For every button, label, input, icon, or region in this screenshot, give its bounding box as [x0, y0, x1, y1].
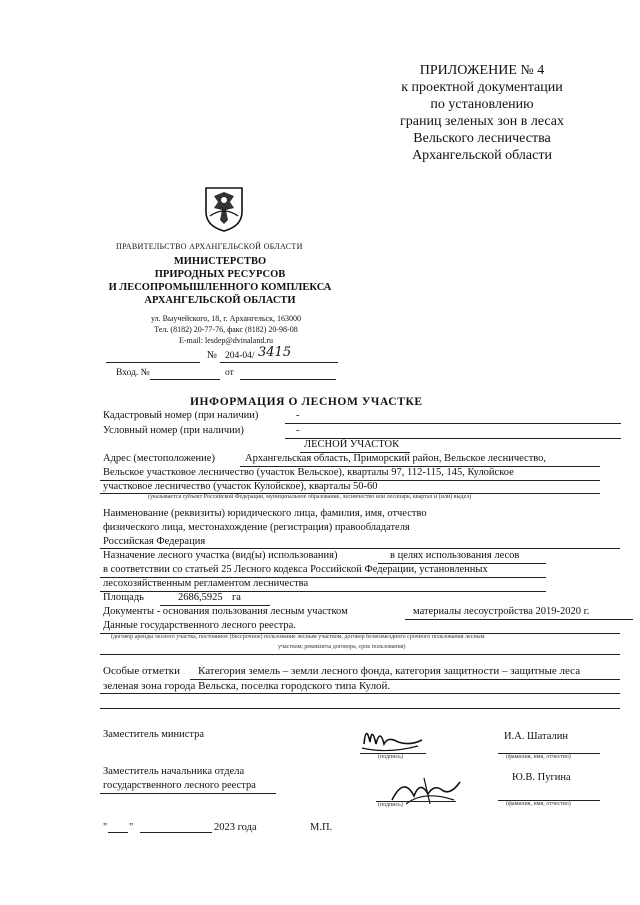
month-blank	[140, 832, 212, 833]
basis-value: материалы лесоустройства 2019-2020 г.	[413, 606, 590, 617]
conditional-value: -	[296, 425, 300, 436]
appendix-line: Вельского лесничества	[413, 131, 551, 146]
head-label-line	[100, 793, 276, 794]
head-name: Ю.В. Пугина	[512, 772, 571, 783]
appendix-line: границ зеленых зон в лесах	[400, 114, 564, 129]
appendix-line: к проектной документации	[401, 80, 563, 95]
special-value: зеленая зона города Вельска, поселка городского типа Кулой.	[103, 680, 391, 692]
address-label: Адрес (местоположение)	[103, 453, 215, 464]
ministry-line: АРХАНГЕЛЬСКОЙ ОБЛАСТИ	[144, 295, 296, 306]
name-note: (фамилия, имя, отчество)	[506, 754, 571, 760]
date-year: 2023 года	[214, 822, 257, 833]
government-name: ПРАВИТЕЛЬСТВО АРХАНГЕЛЬСКОЙ ОБЛАСТИ	[116, 242, 303, 251]
special-value: Категория земель – земли лесного фонда, категория защитности – защитные леса	[198, 665, 581, 677]
basis-note: (договор аренды лесного участка, постоянное (бессрочное) пользование лесным участком, договор безвозмездного срочного пользования лесным	[111, 634, 485, 640]
signature-image	[358, 720, 428, 756]
address-value: участковое лесничество (участок Кулойское), кварталы 50-60	[103, 481, 378, 492]
area-label: Площадь	[103, 592, 144, 603]
special-label: Особые отметки	[103, 665, 180, 677]
holder-line	[100, 548, 620, 549]
ministry-line: И ЛЕСОПРОМЫШЛЕННОГО КОМПЛЕКСА	[108, 282, 332, 293]
head-label: Заместитель начальника отдела	[103, 766, 245, 777]
basis-line-1	[405, 619, 633, 620]
deputy-minister-label: Заместитель министра	[103, 729, 205, 740]
head-label: государственного лесного реестра	[103, 780, 256, 791]
cadastral-line	[285, 423, 621, 424]
cadastral-value: -	[296, 410, 300, 421]
day-blank	[108, 832, 128, 833]
holder-value: Российская Федерация	[103, 536, 206, 547]
date-blank	[106, 362, 200, 363]
holder-label: Наименование (реквизиты) юридического лица, фамилия, имя, отчество	[103, 508, 427, 519]
conditional-label: Условный номер (при наличии)	[103, 425, 244, 436]
date-quote: "	[129, 822, 134, 833]
number-handwritten: 3415	[258, 345, 292, 360]
name-note: (фамилия, имя, отчество)	[506, 801, 571, 807]
from-blank	[240, 379, 336, 380]
incoming-label: Вход. №	[116, 368, 150, 378]
number-label: №	[207, 350, 218, 361]
number-value: 204-04/	[225, 351, 255, 361]
purpose-value: лесохозяйственным регламентом лесничества	[103, 578, 309, 589]
from-label: от	[225, 368, 234, 378]
cadastral-label: Кадастровый номер (при наличии)	[103, 410, 259, 421]
date-quote: "	[103, 822, 108, 833]
area-value: 2686,5925	[178, 592, 223, 603]
number-blank	[220, 362, 338, 363]
signature-note: (подпись)	[378, 802, 403, 808]
purpose-value: в целях использования лесов	[390, 550, 520, 561]
basis-note: участком; реквизиты договора, срок пользования)	[278, 644, 406, 650]
holder-label: физического лица, местонахождение (регистрация) правообладателя	[103, 522, 410, 533]
purpose-line-3	[100, 591, 546, 592]
document-title: ИНФОРМАЦИЯ О ЛЕСНОМ УЧАСТКЕ	[190, 396, 423, 408]
basis-value: Данные государственного лесного реестра.	[103, 620, 296, 631]
special-line-3	[100, 708, 620, 709]
address-line: ул. Выучейского, 18, г. Архангельск, 163000	[150, 314, 301, 323]
purpose-label: Назначение лесного участка (вид(ы) использования)	[103, 550, 338, 561]
address-line: Тел. (8182) 20-77-76, факс (8182) 20-98-08	[154, 325, 298, 334]
appendix-line: Архангельской области	[412, 148, 552, 163]
appendix-line: по установлению	[430, 97, 534, 112]
coat-of-arms-icon	[204, 186, 244, 232]
area-unit: га	[232, 592, 241, 603]
address-value: Архангельская область, Приморский район, Вельское лесничество,	[245, 453, 547, 464]
deputy-minister-name: И.А. Шаталин	[504, 731, 568, 742]
seal-label: М.П.	[310, 822, 333, 833]
appendix-title: ПРИЛОЖЕНИЕ № 4	[419, 63, 545, 78]
special-line-2	[100, 693, 620, 694]
basis-label: Документы - основания пользования лесным участком	[103, 606, 348, 617]
incoming-blank	[150, 379, 220, 380]
signature-note: (подпись)	[378, 754, 403, 760]
ministry-line: МИНИСТЕРСТВО	[173, 256, 267, 267]
address-value: Вельское участковое лесничество (участок Вельское), кварталы 97, 112-115, 145, Кулойское	[103, 467, 514, 478]
email-line: E-mail: lesdep@dvinaland.ru	[178, 336, 273, 345]
object-type: ЛЕСНОЙ УЧАСТОК	[304, 439, 400, 450]
purpose-value: в соответствии со статьей 25 Лесного кодекса Российской Федерации, установленных	[103, 564, 488, 575]
address-note: (указывается субъект Российской Федерации, муниципальное образование, лесничество или лесопарк, квартал и (или) выдел)	[148, 494, 472, 500]
separator-line	[100, 654, 620, 655]
ministry-line: ПРИРОДНЫХ РЕСУРСОВ	[154, 269, 286, 280]
